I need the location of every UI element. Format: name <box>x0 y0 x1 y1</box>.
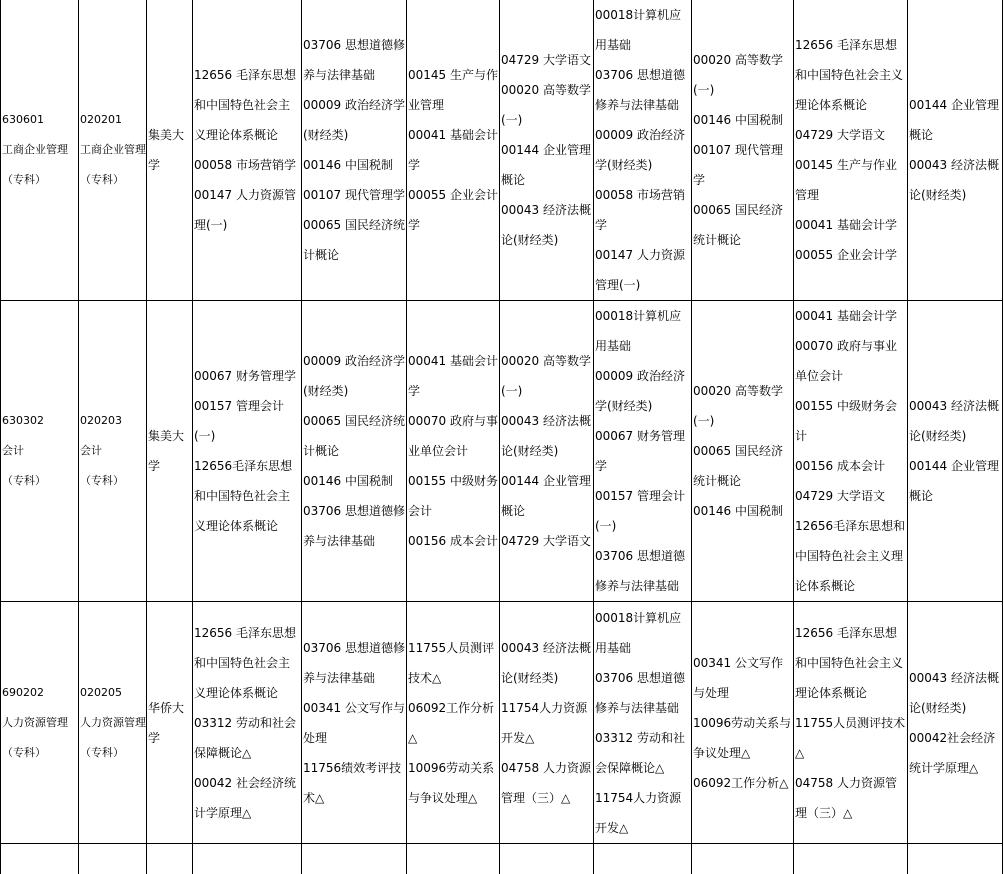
course-cell-8-line: 00144 企业管理概论 <box>909 451 1002 511</box>
course-cell-7 <box>794 0 908 301</box>
course-cell-3-line: 00156 成本会计 <box>408 526 499 556</box>
course-cell-2-line: 00146 中国税制 <box>303 150 406 180</box>
course-cell-1-line: 00042 社会经济统计学原理△ <box>194 768 301 828</box>
course-cell-2-line: 00009 政治经济学(财经类) <box>303 90 406 150</box>
course-cell-1-line: 03312 劳动和社会保障概论△ <box>194 708 301 768</box>
course-cell-5-line: 00147 人力资源管理(一) <box>595 240 691 300</box>
course-cell-4-line: 04758 人力资源管理（三）△ <box>501 753 593 813</box>
course-cell-5 <box>594 602 692 844</box>
course-cell-3-line: 06092工作分析△ <box>408 693 499 753</box>
course-cell-4 <box>500 301 594 602</box>
course-cell-4 <box>500 0 594 301</box>
table-row <box>1 0 1003 301</box>
school-cell <box>147 0 193 301</box>
course-cell-5-line: 00058 市场营销学 <box>595 180 691 240</box>
exam-major-cell <box>79 0 147 301</box>
course-cell-6-line: 06092工作分析△ <box>693 768 793 798</box>
exam-major-cell-line: 020203 <box>80 406 146 436</box>
course-cell-5-line: 00157 管理会计(一) <box>595 481 691 541</box>
course-cell-7-line: 11755人员测评技术△ <box>795 708 907 768</box>
course-cell-5-line: 00018计算机应用基础 <box>595 603 691 663</box>
course-cell-6-line: 00341 公文写作与处理 <box>693 648 793 708</box>
course-cell-7 <box>794 301 908 602</box>
course-cell-1 <box>193 0 302 301</box>
course-cell-3-line: 00041 基础会计学 <box>408 346 499 406</box>
school-cell <box>147 602 193 844</box>
course-cell-5-line: 03706 思想道德修养与法律基础 <box>595 60 691 120</box>
major-cell <box>1 0 79 301</box>
course-cell-7-line: 00155 中级财务会计 <box>795 391 907 451</box>
course-cell-5-line: 00018计算机应用基础 <box>595 301 691 361</box>
major-cell-line: （专科） <box>2 738 78 768</box>
major-cell-line: （专科） <box>2 466 78 496</box>
course-cell-8 <box>908 301 1003 602</box>
course-cell-2-line: 00107 现代管理学 <box>303 180 406 210</box>
course-cell-4-line: 04729 大学语文 <box>501 526 593 556</box>
school-cell-line: 华侨大学 <box>148 693 192 753</box>
course-cell-2-line: 00146 中国税制 <box>303 466 406 496</box>
table-row <box>1 602 1003 844</box>
major-cell-line: （专科） <box>2 165 78 195</box>
course-cell-4-line: 00043 经济法概论(财经类) <box>501 633 593 693</box>
course-cell-1-line: 00067 财务管理学 <box>194 361 301 391</box>
course-cell-5-line: 03312 劳动和社会保障概论△ <box>595 723 691 783</box>
course-cell-5-line: 00009 政治经济学(财经类) <box>595 361 691 421</box>
course-cell-6-line: 00065 国民经济统计概论 <box>693 195 793 255</box>
course-cell-8-line: 00144 企业管理概论 <box>909 90 1002 150</box>
course-cell-2-line: 00065 国民经济统计概论 <box>303 210 406 270</box>
course-cell-6-line: 00146 中国税制 <box>693 105 793 135</box>
course-cell-5 <box>594 0 692 301</box>
course-cell-6-line: 00107 现代管理学 <box>693 135 793 195</box>
major-cell-line: 690202 <box>2 678 78 708</box>
exam-major-cell-line: 人力资源管理 <box>80 708 146 738</box>
course-cell-2-line: 00065 国民经济统计概论 <box>303 406 406 466</box>
course-cell-5-line: 00067 财务管理学 <box>595 421 691 481</box>
course-cell-7-line: 00145 生产与作业管理 <box>795 150 907 210</box>
course-cell-6-line: 00146 中国税制 <box>693 496 793 526</box>
school-cell-line: 集美大学 <box>148 120 192 180</box>
course-cell-8 <box>908 602 1003 844</box>
course-cell-8-line: 00043 经济法概论(财经类) <box>909 150 1002 210</box>
course-cell-2 <box>302 602 407 844</box>
major-cell <box>1 301 79 602</box>
course-cell-2-line: 00341 公文写作与处理 <box>303 693 406 753</box>
course-cell-1-line: 12656 毛泽东思想和中国特色社会主义理论体系概论 <box>194 60 301 150</box>
major-cell-line: 630302 <box>2 406 78 436</box>
major-cell-line: 会计 <box>2 436 78 466</box>
course-cell-7-line: 12656 毛泽东思想和中国特色社会主义理论体系概论 <box>795 30 907 120</box>
course-cell-1 <box>193 301 302 602</box>
course-cell-7-line: 12656毛泽东思想和中国特色社会主义理论体系概论 <box>795 511 907 601</box>
exam-major-cell-line: （专科） <box>80 466 146 496</box>
course-cell-6 <box>692 0 794 301</box>
course-cell-3-line: 00041 基础会计学 <box>408 120 499 180</box>
table-row <box>1 301 1003 602</box>
exam-major-cell <box>79 602 147 844</box>
course-cell-3-line: 00155 中级财务会计 <box>408 466 499 526</box>
course-cell-7-line: 00156 成本会计 <box>795 451 907 481</box>
course-cell-5-line: 00018计算机应用基础 <box>595 0 691 60</box>
course-cell-7-line: 00041 基础会计学 <box>795 301 907 331</box>
course-cell-2 <box>302 301 407 602</box>
school-cell-line: 集美大学 <box>148 421 192 481</box>
course-cell-2-line: 03706 思想道德修养与法律基础 <box>303 30 406 90</box>
course-cell-3-line: 00145 生产与作业管理 <box>408 60 499 120</box>
course-cell-1-line: 12656 毛泽东思想和中国特色社会主义理论体系概论 <box>194 618 301 708</box>
course-cell-1-line: 00157 管理会计(一) <box>194 391 301 451</box>
course-cell-8 <box>908 0 1003 301</box>
exam-major-cell-line: 020205 <box>80 678 146 708</box>
course-cell-7-line: 00041 基础会计学 <box>795 210 907 240</box>
course-cell-2-line: 00009 政治经济学(财经类) <box>303 346 406 406</box>
course-cell-7-line: 12656 毛泽东思想和中国特色社会主义理论体系概论 <box>795 618 907 708</box>
course-cell-2-line: 03706 思想道德修养与法律基础 <box>303 633 406 693</box>
exam-major-cell-line: （专科） <box>80 165 146 195</box>
course-cell-1-line: 00058 市场营销学 <box>194 150 301 180</box>
exam-major-cell-line: （专科） <box>80 738 146 768</box>
course-cell-7-line: 00070 政府与事业单位会计 <box>795 331 907 391</box>
course-cell-6 <box>692 602 794 844</box>
major-cell-line: 人力资源管理 <box>2 708 78 738</box>
exam-major-cell-line: 工商企业管理 <box>80 135 146 165</box>
course-cell-3-line: 00055 企业会计学 <box>408 180 499 240</box>
course-cell-4-line: 00020 高等数学(一) <box>501 346 593 406</box>
course-cell-7 <box>794 602 908 844</box>
course-cell-8-line: 00042社会经济统计学原理△ <box>909 723 1002 783</box>
course-cell-7-line: 00055 企业会计学 <box>795 240 907 270</box>
course-cell-5-line: 11754人力资源开发△ <box>595 783 691 843</box>
course-cell-5-line: 03706 思想道德修养与法律基础 <box>595 541 691 601</box>
course-cell-4-line: 00144 企业管理概论 <box>501 135 593 195</box>
course-cell-1 <box>193 602 302 844</box>
school-cell <box>147 301 193 602</box>
course-cell-4-line: 00043 经济法概论(财经类) <box>501 195 593 255</box>
course-cell-3 <box>407 602 500 844</box>
course-cell-6-line: 00020 高等数学(一) <box>693 376 793 436</box>
course-cell-4-line: 00144 企业管理概论 <box>501 466 593 526</box>
course-cell-3 <box>407 0 500 301</box>
course-cell-4 <box>500 602 594 844</box>
course-cell-3-line: 10096劳动关系与争议处理△ <box>408 753 499 813</box>
course-cell-2 <box>302 0 407 301</box>
course-cell-5-line: 03706 思想道德修养与法律基础 <box>595 663 691 723</box>
course-cell-4-line: 11754人力资源开发△ <box>501 693 593 753</box>
major-cell-line: 630601 <box>2 105 78 135</box>
major-cell <box>1 602 79 844</box>
course-cell-6-line: 00020 高等数学(一) <box>693 45 793 105</box>
course-cell-4-line: 04729 大学语文 <box>501 45 593 75</box>
course-cell-2-line: 11756绩效考评技术△ <box>303 753 406 813</box>
course-cell-8-line: 00043 经济法概论(财经类) <box>909 663 1002 723</box>
course-cell-6-line: 10096劳动关系与争议处理△ <box>693 708 793 768</box>
course-cell-1-line: 12656毛泽东思想和中国特色社会主义理论体系概论 <box>194 451 301 541</box>
course-cell-3-line: 11755人员测评技术△ <box>408 633 499 693</box>
course-cell-4-line: 00020 高等数学(一) <box>501 75 593 135</box>
course-cell-7-line: 04729 大学语文 <box>795 481 907 511</box>
course-cell-4-line: 00043 经济法概论(财经类) <box>501 406 593 466</box>
exam-major-cell-line: 会计 <box>80 436 146 466</box>
course-cell-3 <box>407 301 500 602</box>
major-cell-line: 工商企业管理 <box>2 135 78 165</box>
exam-major-cell-line: 020201 <box>80 105 146 135</box>
course-cell-7-line: 04758 人力资源管理（三）△ <box>795 768 907 828</box>
course-cell-1-line: 00147 人力资源管理(一) <box>194 180 301 240</box>
course-cell-8-line: 00043 经济法概论(财经类) <box>909 391 1002 451</box>
course-cell-2-line: 03706 思想道德修养与法律基础 <box>303 496 406 556</box>
table-row-partial <box>1 844 1003 874</box>
course-cell-5 <box>594 301 692 602</box>
course-cell-5-line: 00009 政治经济学(财经类) <box>595 120 691 180</box>
course-cell-6-line: 00065 国民经济统计概论 <box>693 436 793 496</box>
exam-major-cell <box>79 301 147 602</box>
course-cell-7-line: 04729 大学语文 <box>795 120 907 150</box>
course-cell-3-line: 00070 政府与事业单位会计 <box>408 406 499 466</box>
course-cell-6 <box>692 301 794 602</box>
